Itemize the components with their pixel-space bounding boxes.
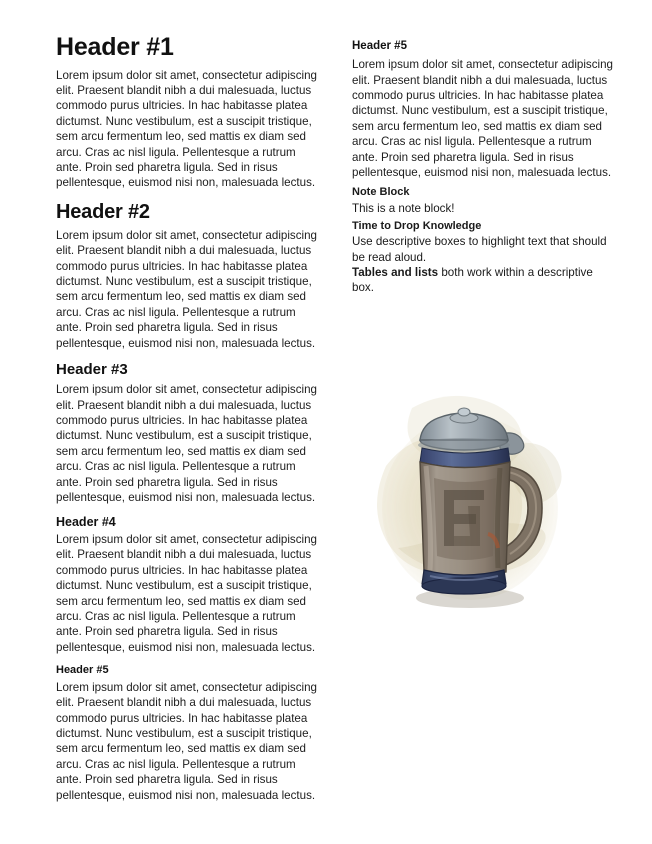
section-heading-3: Header #3 [56,361,128,378]
two-column-layout [56,33,613,805]
note-block [352,186,614,216]
note-block-title: Note Block [352,186,410,199]
section-body-2: Lorem ipsum dolor sit amet, consectetur adipiscing elit. Praesent blandit nibh a dui malesuada, luctus commodo purus ultricies. In hac habitasse platea dictumst. Nunc vestibulum, est a suscipit tristique, sem arcu fermentum leo, sed mattis ex diam sed arcu. Cras ac nisl ligula. Pellentesque a rutrum ante. Proin sed pharetra ligula. Sed in risus pellentesque, euismod nisi non, malesuada lectus. [56,228,317,350]
section-body-4: Lorem ipsum dolor sit amet, consectetur adipiscing elit. Praesent blandit nibh a dui malesuada, luctus commodo purus ultricies. In hac habitasse platea dictumst. Nunc vestibulum, est a suscipit tristique, sem arcu fermentum leo, sed mattis ex diam sed arcu. Cras ac nisl ligula. Pellentesque a rutrum ante. Proin sed pharetra ligula. Sed in risus pellentesque, euismod nisi non, malesuada lectus. [56,532,317,654]
left-column [56,34,318,805]
section-heading-2: Header #2 [56,200,150,223]
descriptive-block-text-tail: both work within a descriptive box. [352,266,593,295]
section-body-3: Lorem ipsum dolor sit amet, consectetur adipiscing elit. Praesent blandit nibh a dui malesuada, luctus commodo purus ultricies. In hac habitasse platea dictumst. Nunc vestibulum, est a suscipit tristique, sem arcu fermentum leo, sed mattis ex diam sed arcu. Cras ac nisl ligula. Pellentesque a rutrum ante. Proin sed pharetra ligula. Sed in risus pellentesque, euismod nisi non, malesuada lectus. [56,383,317,505]
right-section-heading: Header #5 [352,40,407,52]
section-body-5: Lorem ipsum dolor sit amet, consectetur adipiscing elit. Praesent blandit nibh a dui malesuada, luctus commodo purus ultricies. In hac habitasse platea dictumst. Nunc vestibulum, est a suscipit tristique, sem arcu fermentum leo, sed mattis ex diam sed arcu. Cras ac nisl ligula. Pellentesque a rutrum ante. Proin sed pharetra ligula. Sed in risus pellentesque, euismod nisi non, malesuada lectus. [56,680,317,802]
right-column [352,34,614,648]
descriptive-block [352,220,614,296]
page-title: Header #1 [56,33,174,61]
beer-stein-illustration [352,348,614,648]
right-section-body: Lorem ipsum dolor sit amet, consectetur adipiscing elit. Praesent blandit nibh a dui malesuada, luctus commodo purus ultricies. In hac habitasse platea dictumst. Nunc vestibulum, est a suscipit tristique, sem arcu fermentum leo, sed mattis ex diam sed arcu. Cras ac nisl ligula. Pellentesque a rutrum ante. Proin sed pharetra ligula. Sed in risus pellentesque, euismod nisi non, malesuada lectus. [352,58,613,180]
section-heading-4: Header #4 [56,514,116,529]
note-block-text: This is a note block! [352,201,455,215]
section-heading-5: Header #5 [56,664,109,677]
descriptive-block-text: Use descriptive boxes to highlight text that should be read aloud. [352,235,607,264]
descriptive-block-title: Time to Drop Knowledge [352,220,482,233]
beer-stein-icon [352,348,614,648]
descriptive-block-text-2 [352,265,614,296]
section-body-1: Lorem ipsum dolor sit amet, consectetur adipiscing elit. Praesent blandit nibh a dui malesuada, luctus commodo purus ultricies. In hac habitasse platea dictumst. Nunc vestibulum, est a suscipit tristique, sem arcu fermentum leo, sed mattis ex diam sed arcu. Cras ac nisl ligula. Pellentesque a rutrum ante. Proin sed pharetra ligula. Sed in risus pellentesque, euismod nisi non, malesuada lectus. [56,68,317,190]
descriptive-block-bold-lead: Tables and lists [352,266,439,280]
stein-body [420,462,510,577]
